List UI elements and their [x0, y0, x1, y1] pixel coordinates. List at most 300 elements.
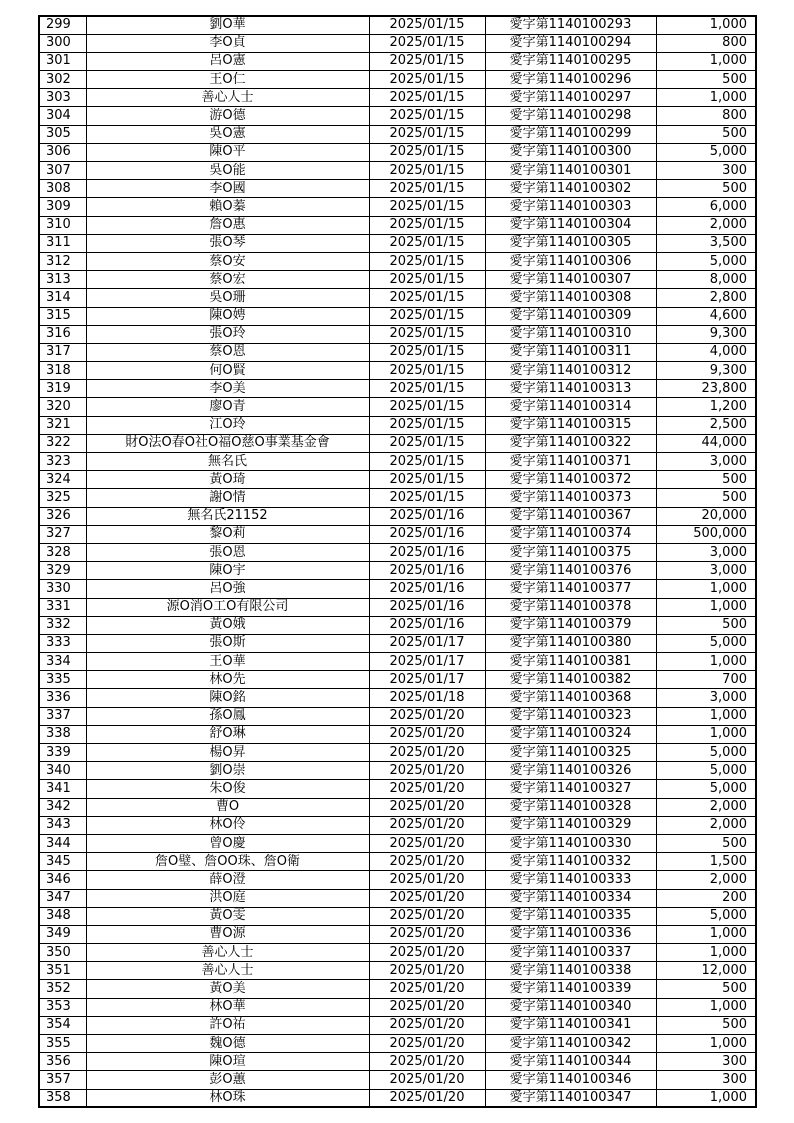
receipt-number: 愛字第1140100309: [485, 307, 656, 325]
donation-date: 2025/01/20: [369, 744, 485, 762]
donation-amount: 500: [656, 471, 756, 489]
donation-date: 2025/01/15: [369, 362, 485, 380]
donor-name: 薛O澄: [86, 871, 369, 889]
donation-date: 2025/01/20: [369, 962, 485, 980]
donor-name: 詹O璧、詹OO珠、詹O衛: [86, 853, 369, 871]
donor-name: 林O伶: [86, 816, 369, 834]
donor-name: 吳O能: [86, 162, 369, 180]
row-number: 343: [39, 816, 86, 834]
donation-amount: 800: [656, 107, 756, 125]
donation-table-body: [39, 16, 756, 1107]
donation-amount: 1,000: [656, 580, 756, 598]
row-number: 356: [39, 1053, 86, 1071]
receipt-number: 愛字第1140100295: [485, 52, 656, 70]
row-number: 337: [39, 707, 86, 725]
donation-date: 2025/01/15: [369, 489, 485, 507]
donation-amount: 12,000: [656, 962, 756, 980]
row-number: 314: [39, 289, 86, 307]
donation-amount: 2,000: [656, 216, 756, 234]
donation-amount: 500: [656, 489, 756, 507]
row-number: 340: [39, 762, 86, 780]
receipt-number: 愛字第1140100367: [485, 507, 656, 525]
table-row: [39, 380, 756, 398]
table-row: [39, 1035, 756, 1053]
donation-amount: 2,500: [656, 416, 756, 434]
row-number: 349: [39, 925, 86, 943]
donor-name: 陳O娉: [86, 307, 369, 325]
table-row: [39, 889, 756, 907]
donation-amount: 2,000: [656, 798, 756, 816]
table-row: [39, 616, 756, 634]
donation-amount: 1,000: [656, 925, 756, 943]
row-number: 339: [39, 744, 86, 762]
donor-name: 蔡O安: [86, 252, 369, 270]
row-number: 332: [39, 616, 86, 634]
row-number: 303: [39, 89, 86, 107]
receipt-number: 愛字第1140100328: [485, 798, 656, 816]
table-row: [39, 962, 756, 980]
table-row: [39, 634, 756, 652]
table-row: [39, 1071, 756, 1089]
donor-name: 吳O憲: [86, 125, 369, 143]
donation-amount: 500: [656, 834, 756, 852]
donation-date: 2025/01/15: [369, 434, 485, 452]
receipt-number: 愛字第1140100305: [485, 234, 656, 252]
row-number: 331: [39, 598, 86, 616]
table-row: [39, 398, 756, 416]
donor-name: 無名氏21152: [86, 507, 369, 525]
donation-amount: 1,000: [656, 653, 756, 671]
donation-date: 2025/01/15: [369, 180, 485, 198]
row-number: 352: [39, 980, 86, 998]
donation-date: 2025/01/20: [369, 980, 485, 998]
row-number: 327: [39, 525, 86, 543]
row-number: 342: [39, 798, 86, 816]
table-row: [39, 725, 756, 743]
table-row: [39, 107, 756, 125]
donation-date: 2025/01/15: [369, 71, 485, 89]
row-number: 299: [39, 16, 86, 34]
table-row: [39, 562, 756, 580]
donation-amount: 5,000: [656, 744, 756, 762]
donor-name: 黃O雯: [86, 907, 369, 925]
row-number: 336: [39, 689, 86, 707]
row-number: 347: [39, 889, 86, 907]
donation-date: 2025/01/20: [369, 707, 485, 725]
row-number: 348: [39, 907, 86, 925]
table-row: [39, 434, 756, 452]
donation-date: 2025/01/15: [369, 380, 485, 398]
row-number: 301: [39, 52, 86, 70]
donation-amount: 5,000: [656, 780, 756, 798]
table-row: [39, 543, 756, 561]
donation-amount: 1,000: [656, 944, 756, 962]
donation-date: 2025/01/15: [369, 143, 485, 161]
donation-date: 2025/01/20: [369, 780, 485, 798]
donation-date: 2025/01/15: [369, 325, 485, 343]
donation-date: 2025/01/20: [369, 1053, 485, 1071]
donation-amount: 8,000: [656, 271, 756, 289]
receipt-number: 愛字第1140100332: [485, 853, 656, 871]
row-number: 355: [39, 1035, 86, 1053]
donation-amount: 500,000: [656, 525, 756, 543]
table-row: [39, 653, 756, 671]
donation-date: 2025/01/20: [369, 907, 485, 925]
donor-name: 曹O: [86, 798, 369, 816]
table-row: [39, 198, 756, 216]
donation-amount: 23,800: [656, 380, 756, 398]
donation-amount: 1,000: [656, 1035, 756, 1053]
table-row: [39, 507, 756, 525]
donor-name: 吳O珊: [86, 289, 369, 307]
donor-name: 謝O情: [86, 489, 369, 507]
receipt-number: 愛字第1140100368: [485, 689, 656, 707]
table-row: [39, 1053, 756, 1071]
receipt-number: 愛字第1140100347: [485, 1089, 656, 1107]
table-row: [39, 343, 756, 361]
table-row: [39, 707, 756, 725]
row-number: 328: [39, 543, 86, 561]
table-row: [39, 362, 756, 380]
table-row: [39, 907, 756, 925]
donation-date: 2025/01/15: [369, 398, 485, 416]
row-number: 320: [39, 398, 86, 416]
donation-amount: 1,000: [656, 52, 756, 70]
donation-amount: 500: [656, 1016, 756, 1034]
row-number: 346: [39, 871, 86, 889]
receipt-number: 愛字第1140100327: [485, 780, 656, 798]
receipt-number: 愛字第1140100341: [485, 1016, 656, 1034]
donor-name: 劉O華: [86, 16, 369, 34]
row-number: 350: [39, 944, 86, 962]
donation-amount: 1,000: [656, 725, 756, 743]
donation-amount: 800: [656, 34, 756, 52]
donation-amount: 4,600: [656, 307, 756, 325]
table-row: [39, 871, 756, 889]
receipt-number: 愛字第1140100306: [485, 252, 656, 270]
receipt-number: 愛字第1140100300: [485, 143, 656, 161]
receipt-number: 愛字第1140100315: [485, 416, 656, 434]
donor-name: 王O華: [86, 653, 369, 671]
donation-date: 2025/01/18: [369, 689, 485, 707]
row-number: 306: [39, 143, 86, 161]
row-number: 305: [39, 125, 86, 143]
donor-name: 洪O庭: [86, 889, 369, 907]
donor-name: 黃O美: [86, 980, 369, 998]
donation-amount: 5,000: [656, 907, 756, 925]
donation-amount: 1,000: [656, 998, 756, 1016]
donation-amount: 9,300: [656, 362, 756, 380]
donation-amount: 300: [656, 162, 756, 180]
donation-date: 2025/01/20: [369, 1016, 485, 1034]
donor-name: 陳O銘: [86, 689, 369, 707]
table-row: [39, 453, 756, 471]
donation-date: 2025/01/15: [369, 453, 485, 471]
receipt-number: 愛字第1140100372: [485, 471, 656, 489]
table-row: [39, 89, 756, 107]
donation-date: 2025/01/15: [369, 307, 485, 325]
donation-amount: 3,500: [656, 234, 756, 252]
row-number: 309: [39, 198, 86, 216]
receipt-number: 愛字第1140100377: [485, 580, 656, 598]
row-number: 321: [39, 416, 86, 434]
table-row: [39, 816, 756, 834]
donor-name: 財O法O春O社O福O慈O事業基金會: [86, 434, 369, 452]
donation-date: 2025/01/16: [369, 543, 485, 561]
receipt-number: 愛字第1140100329: [485, 816, 656, 834]
donation-amount: 500: [656, 71, 756, 89]
donor-name: 林O珠: [86, 1089, 369, 1107]
row-number: 316: [39, 325, 86, 343]
donor-name: 善心人士: [86, 89, 369, 107]
row-number: 308: [39, 180, 86, 198]
donor-name: 黎O莉: [86, 525, 369, 543]
donation-amount: 2,000: [656, 816, 756, 834]
table-row: [39, 1089, 756, 1107]
donation-amount: 1,000: [656, 598, 756, 616]
donation-amount: 4,000: [656, 343, 756, 361]
receipt-number: 愛字第1140100381: [485, 653, 656, 671]
row-number: 311: [39, 234, 86, 252]
receipt-number: 愛字第1140100301: [485, 162, 656, 180]
receipt-number: 愛字第1140100379: [485, 616, 656, 634]
receipt-number: 愛字第1140100344: [485, 1053, 656, 1071]
donor-name: 蔡O恩: [86, 343, 369, 361]
table-row: [39, 744, 756, 762]
donor-name: 劉O崇: [86, 762, 369, 780]
table-row: [39, 16, 756, 34]
table-row: [39, 271, 756, 289]
row-number: 317: [39, 343, 86, 361]
donation-amount: 500: [656, 125, 756, 143]
row-number: 351: [39, 962, 86, 980]
donor-name: 舒O琳: [86, 725, 369, 743]
table-row: [39, 307, 756, 325]
donation-amount: 700: [656, 671, 756, 689]
table-row: [39, 234, 756, 252]
donation-date: 2025/01/20: [369, 762, 485, 780]
donation-date: 2025/01/20: [369, 998, 485, 1016]
donation-amount: 3,000: [656, 689, 756, 707]
table-row: [39, 780, 756, 798]
table-row: [39, 980, 756, 998]
donation-amount: 1,200: [656, 398, 756, 416]
table-row: [39, 162, 756, 180]
receipt-number: 愛字第1140100340: [485, 998, 656, 1016]
receipt-number: 愛字第1140100380: [485, 634, 656, 652]
donor-name: 無名氏: [86, 453, 369, 471]
table-row: [39, 252, 756, 270]
receipt-number: 愛字第1140100346: [485, 1071, 656, 1089]
table-row: [39, 853, 756, 871]
row-number: 330: [39, 580, 86, 598]
receipt-number: 愛字第1140100333: [485, 871, 656, 889]
row-number: 329: [39, 562, 86, 580]
table-row: [39, 689, 756, 707]
donation-date: 2025/01/15: [369, 252, 485, 270]
donation-amount: 1,000: [656, 89, 756, 107]
receipt-number: 愛字第1140100303: [485, 198, 656, 216]
receipt-number: 愛字第1140100376: [485, 562, 656, 580]
donation-amount: 1,500: [656, 853, 756, 871]
donor-name: 呂O憲: [86, 52, 369, 70]
row-number: 313: [39, 271, 86, 289]
table-row: [39, 216, 756, 234]
donor-name: 張O斯: [86, 634, 369, 652]
donor-name: 黃O琦: [86, 471, 369, 489]
donor-name: 張O玲: [86, 325, 369, 343]
donation-date: 2025/01/15: [369, 471, 485, 489]
table-row: [39, 762, 756, 780]
donation-date: 2025/01/20: [369, 871, 485, 889]
receipt-number: 愛字第1140100325: [485, 744, 656, 762]
donor-name: 源O消O工O有限公司: [86, 598, 369, 616]
donor-name: 詹O惠: [86, 216, 369, 234]
table-row: [39, 289, 756, 307]
donation-date: 2025/01/20: [369, 1089, 485, 1107]
donor-name: 魏O德: [86, 1035, 369, 1053]
receipt-number: 愛字第1140100296: [485, 71, 656, 89]
row-number: 319: [39, 380, 86, 398]
donor-name: 廖O青: [86, 398, 369, 416]
donation-date: 2025/01/15: [369, 107, 485, 125]
donation-date: 2025/01/15: [369, 89, 485, 107]
table-row: [39, 998, 756, 1016]
receipt-number: 愛字第1140100373: [485, 489, 656, 507]
row-number: 322: [39, 434, 86, 452]
row-number: 323: [39, 453, 86, 471]
receipt-number: 愛字第1140100382: [485, 671, 656, 689]
donor-name: 李O貞: [86, 34, 369, 52]
table-row: [39, 598, 756, 616]
receipt-number: 愛字第1140100337: [485, 944, 656, 962]
donation-date: 2025/01/16: [369, 580, 485, 598]
donor-name: 林O先: [86, 671, 369, 689]
donation-amount: 9,300: [656, 325, 756, 343]
donation-date: 2025/01/20: [369, 834, 485, 852]
donor-name: 陳O宇: [86, 562, 369, 580]
row-number: 326: [39, 507, 86, 525]
donation-date: 2025/01/15: [369, 216, 485, 234]
donor-name: 林O華: [86, 998, 369, 1016]
donor-name: 孫O鳳: [86, 707, 369, 725]
donor-name: 蔡O宏: [86, 271, 369, 289]
row-number: 334: [39, 653, 86, 671]
table-row: [39, 944, 756, 962]
donation-amount: 500: [656, 616, 756, 634]
row-number: 310: [39, 216, 86, 234]
receipt-number: 愛字第1140100335: [485, 907, 656, 925]
table-row: [39, 180, 756, 198]
donation-date: 2025/01/16: [369, 598, 485, 616]
receipt-number: 愛字第1140100323: [485, 707, 656, 725]
donor-name: 彭O蕙: [86, 1071, 369, 1089]
donation-date: 2025/01/15: [369, 125, 485, 143]
donation-date: 2025/01/16: [369, 525, 485, 543]
donor-name: 曾O慶: [86, 834, 369, 852]
donation-date: 2025/01/15: [369, 416, 485, 434]
donation-amount: 1,000: [656, 16, 756, 34]
table-row: [39, 489, 756, 507]
table-row: [39, 325, 756, 343]
row-number: 357: [39, 1071, 86, 1089]
donation-table: [38, 15, 757, 1108]
donation-date: 2025/01/15: [369, 52, 485, 70]
donation-date: 2025/01/17: [369, 671, 485, 689]
donor-name: 王O仁: [86, 71, 369, 89]
donor-name: 陳O平: [86, 143, 369, 161]
donation-date: 2025/01/15: [369, 271, 485, 289]
donor-name: 李O國: [86, 180, 369, 198]
receipt-number: 愛字第1140100324: [485, 725, 656, 743]
donation-amount: 5,000: [656, 252, 756, 270]
donation-date: 2025/01/15: [369, 289, 485, 307]
row-number: 300: [39, 34, 86, 52]
receipt-number: 愛字第1140100374: [485, 525, 656, 543]
row-number: 344: [39, 834, 86, 852]
row-number: 304: [39, 107, 86, 125]
row-number: 333: [39, 634, 86, 652]
donation-amount: 2,800: [656, 289, 756, 307]
table-row: [39, 834, 756, 852]
row-number: 354: [39, 1016, 86, 1034]
donation-amount: 300: [656, 1071, 756, 1089]
receipt-number: 愛字第1140100307: [485, 271, 656, 289]
donation-date: 2025/01/20: [369, 925, 485, 943]
donation-amount: 5,000: [656, 762, 756, 780]
donation-amount: 500: [656, 180, 756, 198]
donation-date: 2025/01/20: [369, 889, 485, 907]
donation-date: 2025/01/15: [369, 234, 485, 252]
table-row: [39, 71, 756, 89]
receipt-number: 愛字第1140100312: [485, 362, 656, 380]
donor-name: 曹O源: [86, 925, 369, 943]
donor-name: 許O祐: [86, 1016, 369, 1034]
donation-date: 2025/01/17: [369, 634, 485, 652]
table-row: [39, 34, 756, 52]
donor-name: 李O美: [86, 380, 369, 398]
donation-date: 2025/01/20: [369, 725, 485, 743]
donor-name: 呂O強: [86, 580, 369, 598]
receipt-number: 愛字第1140100375: [485, 543, 656, 561]
donor-name: 楊O昇: [86, 744, 369, 762]
donor-name: 張O琴: [86, 234, 369, 252]
donation-amount: 3,000: [656, 562, 756, 580]
donation-date: 2025/01/15: [369, 34, 485, 52]
donor-name: 游O德: [86, 107, 369, 125]
donor-name: 張O恩: [86, 543, 369, 561]
donor-name: 何O賢: [86, 362, 369, 380]
donation-amount: 5,000: [656, 634, 756, 652]
donation-date: 2025/01/20: [369, 1035, 485, 1053]
row-number: 341: [39, 780, 86, 798]
donation-date: 2025/01/20: [369, 1071, 485, 1089]
table-row: [39, 471, 756, 489]
donation-amount: 3,000: [656, 543, 756, 561]
donation-amount: 3,000: [656, 453, 756, 471]
receipt-number: 愛字第1140100310: [485, 325, 656, 343]
row-number: 324: [39, 471, 86, 489]
donation-date: 2025/01/15: [369, 16, 485, 34]
donor-name: 陳O瑄: [86, 1053, 369, 1071]
row-number: 345: [39, 853, 86, 871]
row-number: 353: [39, 998, 86, 1016]
donation-date: 2025/01/16: [369, 562, 485, 580]
receipt-number: 愛字第1140100371: [485, 453, 656, 471]
donation-date: 2025/01/20: [369, 798, 485, 816]
donation-amount: 1,000: [656, 707, 756, 725]
receipt-number: 愛字第1140100297: [485, 89, 656, 107]
